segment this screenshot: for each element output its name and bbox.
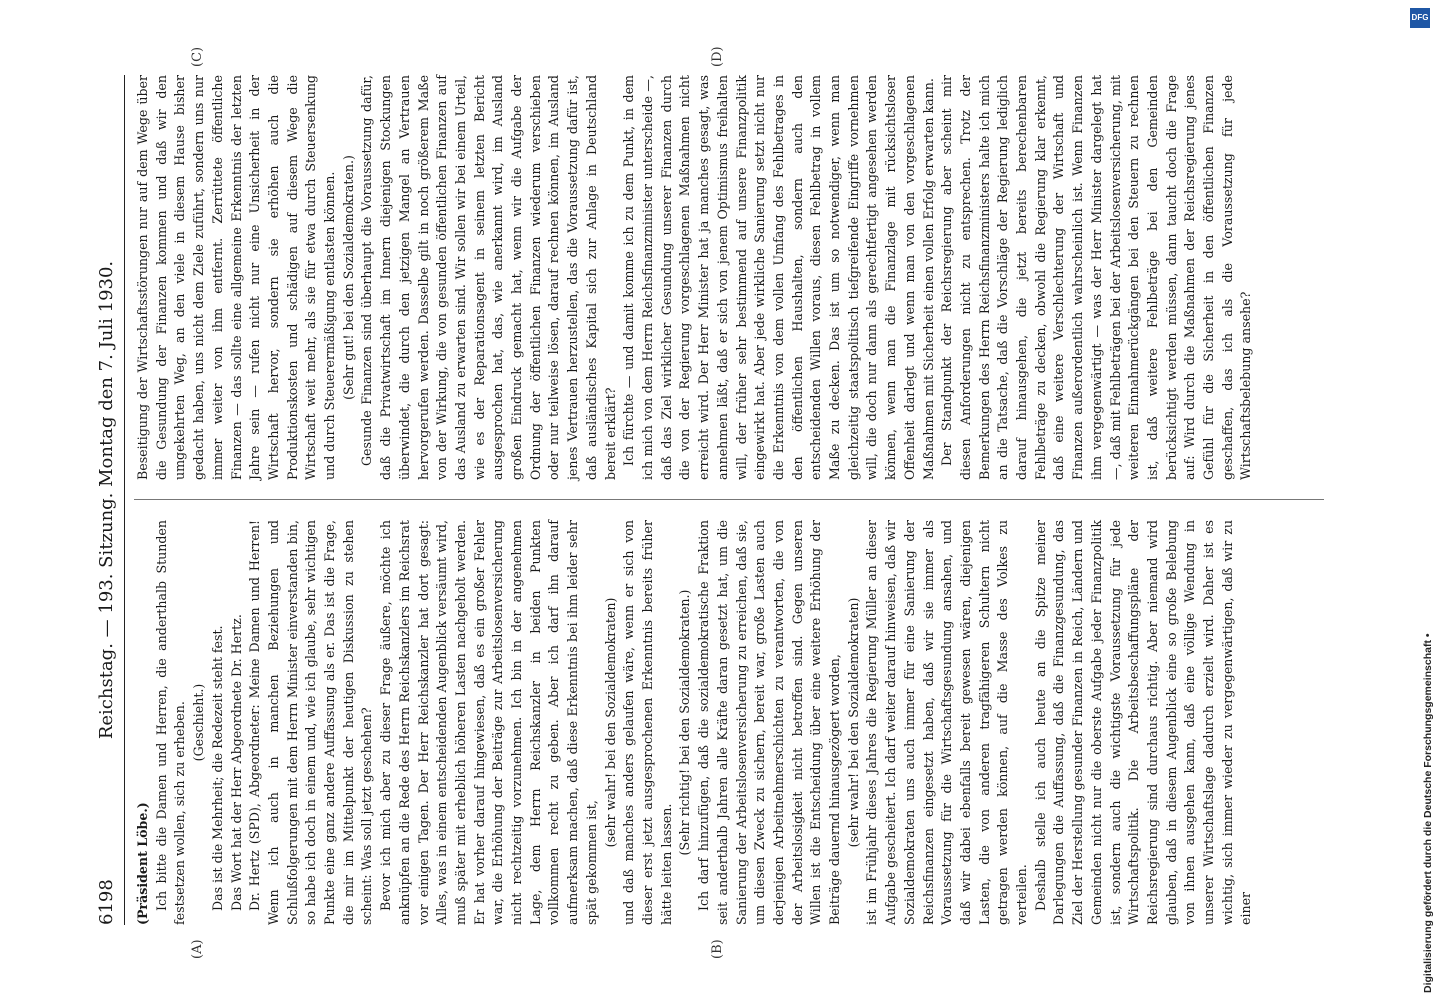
paragraph: Ich fürchte — und damit komme ich zu dem Punkt, in dem ich mich von dem Herrn Reichsfinanzminister unterscheide —, daß das Ziel wirklicher Gesundung unserer Finanzen durch die von der Regierung vorgeschlagenen Maßnahmen nicht erreicht wird. Der Herr Minister hat ja manches gesagt, was annehmen läßt, daß er sich von jenem Optimismus freihalten will, der früher sehr bestimmend auf unsere Finanzpolitik eingewirkt hat. Aber jede wirkliche Sanierung setzt nicht nur die Erkenntnis von dem vollen Umfang des Fehlbetrages in den öffentlichen Haushalten, sondern auch den entscheidenden Willen voraus, diesen Fehlbetrag in vollem Maße zu decken. Das ist um so notwendiger, wenn man gleichzeitig staatspolitisch tiefgreifende Eingriffe vornehmen will, die doch nur dann als gerechtfertigt angesehen werden können, wenn man die Finanzlage mit rücksichtsloser Offenheit darlegt und wenn man von den vorgeschlagenen Maßnahmen mit Sicherheit einen vollen Erfolg erwarten kann.	[621, 75, 936, 480]
paragraph: Bevor ich mich aber zu dieser Frage äußere, möchte ich anknüpfen an die Rede des Herrn Reichskanzlers im Reichsrat vor einigen Tagen. Der Herr Reichskanzler hat dort gesagt: Alles, was in einem entscheidenden Augenblick versäumt wird, muß später mit erheblich höheren Lasten nachgeholt werden. Er hat vorher darauf hingewiesen, daß es ein großer Fehler war, die Erhöhung der Beiträge zur Arbeitslosenversicherung nicht rechtzeitig vorzunehmen. Ich bin in der angenehmen Lage, dem Herrn Reichskanzler in beiden Punkten vollkommen recht zu geben. Aber ich darf ihn darauf aufmerksam machen, daß diese Erkenntnis bei ihm leider sehr spät gekommen ist,	[378, 520, 599, 925]
paragraph: Das Wort hat der Herr Abgeordnete Dr. Hertz.	[228, 614, 244, 911]
header-title: Reichstag. — 193. Sitzung. Montag den 7. Juli 1930.	[96, 260, 117, 740]
paragraph: Ich darf hinzufügen, daß die sozialdemokratische Fraktion seit anderthalb Jahren alle Kräfte daran gesetzt hat, um die Sanierung der Arbeitslosenversicherung zu erreichen, daß sie, um diesen Zweck zu sichern, bereit war, große Lasten auch derjenigen Arbeitnehmerschichten zu verantworten, die von der Arbeitslosigkeit nicht betroffen sind. Gegen unseren Willen ist die Entscheidung über eine weitere Erhöhung der Beiträge dauernd hinausgezögert worden,	[696, 520, 843, 925]
margin-letter-a: (A)	[190, 939, 205, 959]
paragraph: Beseitigung der Wirtschaftsstörungen nur auf dem Wege über die Gesundung der Finanzen kommen und daß wir den umgekehrten Weg, an den viele in diesem Hause bisher gedacht haben, uns nicht dem Ziele zuführt, sondern uns nur immer weiter von ihm entfernt. Zerrüttete öffentliche Finanzen — das sollte eine allgemeine Erkenntnis der letzten Jahre sein — rufen nicht nur eine Unsicherheit in der Wirtschaft hervor, sondern sie erhöhen auch die Produktionskosten und schädigen auf diesem Wege die Wirtschaft weit mehr, als sie für etwa durch Steuersenkung und durch Steuerermäßigung entlasten können.	[135, 75, 338, 480]
paragraph: Das ist die Mehrheit; die Redezeit steht fest.	[209, 625, 225, 911]
rotated-page	[90, 46, 1330, 959]
interjection: (sehr wahr! bei den Sozialdemokraten)	[602, 597, 618, 848]
interjection: (sehr wahr! bei den Sozialdemokraten)	[845, 597, 861, 848]
left-column	[134, 520, 1256, 925]
speaker-label: (Präsident Löbe.)	[135, 802, 150, 925]
margin-letter-b: (B)	[710, 939, 725, 959]
paragraph: Deshalb stelle ich auch heute an die Spitze meiner Darlegungen die Auffassung, daß die Finanzgesundung, das Ziel der Herstellung gesunder Finanzen in Reich, Ländern und Gemeinden nicht nur die oberste Aufgabe jeder Finanzpolitik ist, sondern auch die wichtigste Voraussetzung für jede Wirtschaftspolitik. Die Arbeitsbeschaffungspläne der Reichsregierung sind durchaus richtig. Aber niemand wird glauben, daß in diesem Augenblick eine so große Belebung von ihnen ausgehen kann, daß eine völlige Wendung in unserer Wirtschaftslage dadurch erzielt wird. Daher ist es wichtig, sich immer wieder zu vergegenwärtigen, daß wir zu einer	[1032, 520, 1254, 925]
page-header	[90, 75, 125, 925]
paragraph: Dr. Hertz (SPD), Abgeordneter: Meine Damen und Herren! Wenn ich auch in manchen Beziehungen und Schlußfolgerungen mit dem Herrn Minister einverstanden bin, so habe ich doch in einem und, wie ich glaube, sehr wichtigen Punkte eine ganz andere Auffassung als er. Das ist die Frage, die mir im Mittelpunkt der heutigen Diskussion zu stehen scheint: Was soll jetzt geschehen?	[247, 520, 375, 925]
margin-letter-c: (C)	[190, 46, 205, 67]
paragraph: und daß manches anders gelaufen wäre, wenn er sich von dieser erst jetzt ausgesprochenen Erkenntnis bereits früher hätte leiten lassen.	[621, 520, 674, 925]
paragraph: Der Standpunkt der Reichsregierung aber scheint mir diesen Anforderungen nicht zu entsprechen. Trotz der Bemerkungen des Herrn Reichsfinanzministers halte ich mich an die Tatsache, daß die Vorschläge der Regierung lediglich darauf hinausgehen, die jetzt bereits berechenbaren Fehlbeträge zu decken, obwohl die Regierung klar erkennt, daß eine weitere Verschlechterung der Wirtschaft und Finanzen außerordentlich wahrscheinlich ist. Wenn Finanzen ihm vergegenwärtigt — was der Herr Minister dargelegt hat —, daß mit Fehlbeträgen bei der Arbeitslosenversicherung, mit weiteren Einnahmerückgängen bei den Steuern zu rechnen ist, daß weitere Fehlbeträge bei den Gemeinden berücksichtigt werden müssen, dann taucht doch die Frage auf: Wird durch die Maßnahmen der Reichsregierung jenes Gefühl für die Sicherheit in den öffentlichen Finanzen geschaffen, das ich als die Voraussetzung für jede Wirtschaftsbelebung ansehe?	[939, 75, 1254, 480]
interjection: (Geschieht.)	[191, 683, 207, 762]
page-number: 6198	[96, 879, 117, 925]
paragraph: ist im Frühjahr dieses Jahres die Regierung Müller an dieser Aufgabe gescheitert. Ich darf weiter darauf hinweisen, daß wir Sozialdemokraten uns auch immer für eine Sanierung der Reichsfinanzen eingesetzt haben, daß wir sie immer als Voraussetzung für die Wirtschaftsgesundung ansahen, und daß wir dabei ebenfalls bereit gewesen wären, diejenigen Lasten, die von anderen tragfähigeren Schultern nicht getragen werden können, auf die Masse des Volkes zu verteilen.	[864, 520, 1030, 925]
dfg-credit	[1410, 8, 1434, 993]
column-divider	[134, 499, 1324, 500]
interjection: (Sehr gut! bei den Sozialdemokraten.)	[340, 155, 356, 400]
interjection: (Sehr richtig! bei den Sozialdemokraten.)	[677, 589, 693, 856]
paragraph: Gesunde Finanzen sind überhaupt die Voraussetzung dafür, daß die Privatwirtschaft im Innern diejenigen Stockungen überwindet, die durch den jetzigen Mangel an Vertrauen hervorgerufen werden. Dasselbe gilt in noch größerem Maße von der Wirkung, die von gesunden öffentlichen Finanzen auf das Ausland zu erwarten sind. Wir sollen wir bei einem Urteil, wie es der Reparationsagent in seinem letzten Bericht ausgesprochen hat, das, wie anerkannt wird, im Ausland großen Eindruck gemacht hat, wenn wir die Aufgabe der Ordnung der öffentlichen Finanzen wiederum verschieben oder nur teilweise lösen, darauf rechnen können, im Ausland jenes Vertrauen herzustellen, das die Voraussetzung dafür ist, daß ausländisches Kapital sich zur Anlage in Deutschland bereit erklärt?	[359, 75, 618, 480]
right-column	[134, 75, 1256, 480]
margin-letter-d: (D)	[710, 46, 725, 67]
dfg-credit-text: Digitalisierung gefördert durch die Deutsche Forschungsgemeinschaft •	[1422, 633, 1434, 993]
dfg-logo: DFG	[1410, 8, 1430, 28]
paragraph: Ich bitte die Damen und Herren, die anderthalb Stunden festsetzen wollen, sich zu erheben.	[153, 520, 188, 925]
